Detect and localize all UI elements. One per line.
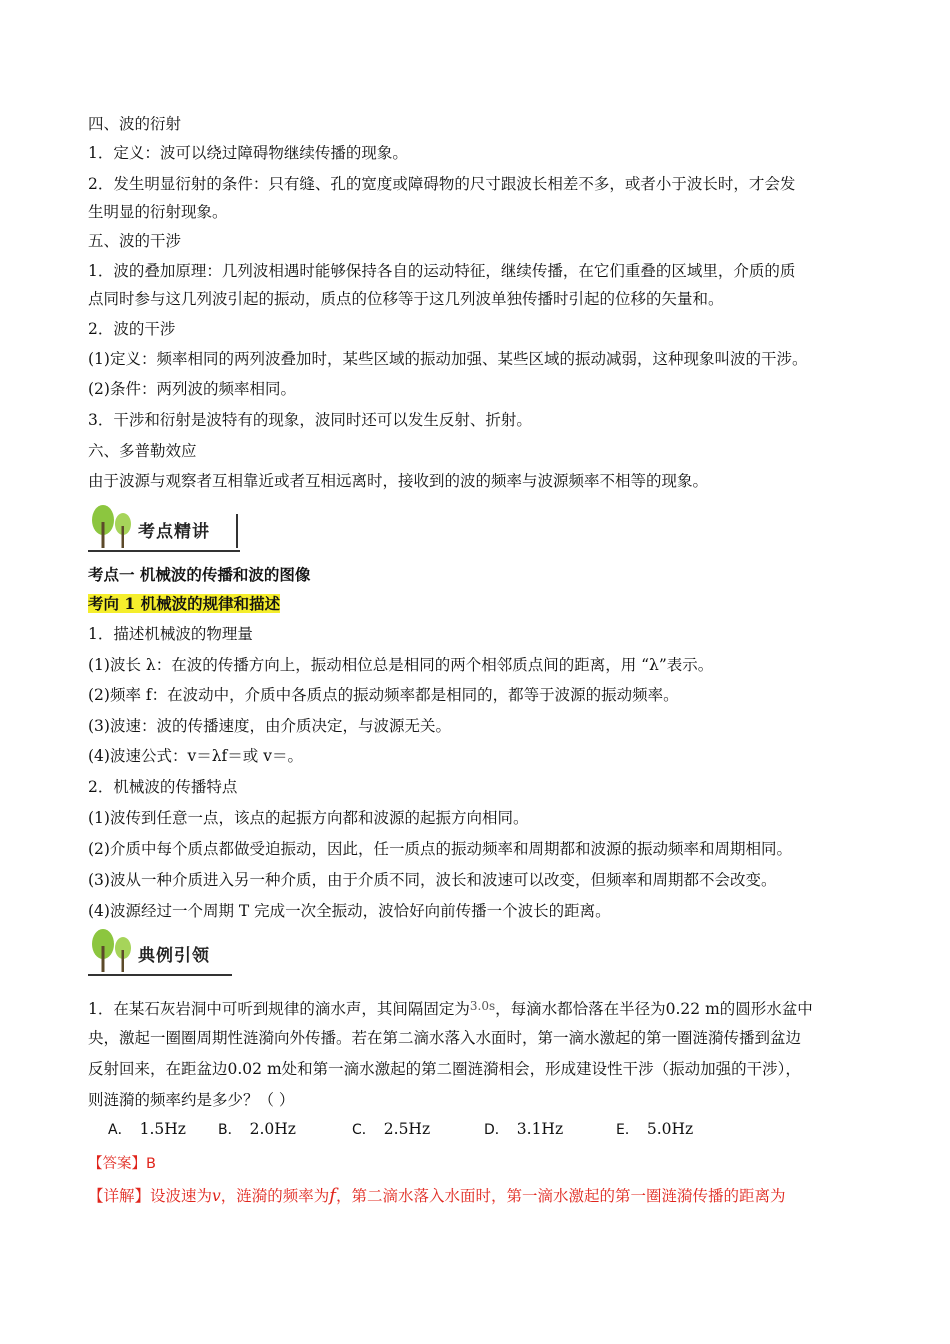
option-value: 2.0Hz — [249, 1120, 296, 1138]
section5-line1a: 1．波的叠加原理：几列波相遇时能够保持各自的运动特征，继续传播，在它们重叠的区域里，介质的质 — [88, 262, 796, 280]
section5-line2: 2．波的干涉 — [88, 320, 176, 338]
option-e[interactable] — [616, 1118, 693, 1141]
option-letter: C． — [352, 1122, 376, 1138]
question-text: ，每滴水都恰落在半径为 — [495, 1000, 666, 1018]
section4-line1: 1．定义：波可以绕过障碍物继续传播的现象。 — [88, 144, 408, 162]
question-line3 — [88, 1058, 801, 1080]
detail-var-f: f — [329, 1185, 336, 1206]
topic-a3: (2)频率 f：在波动中，介质中各质点的振动频率都是相同的，都等于波源的振动频率。 — [88, 686, 679, 704]
section6-line1: 由于波源与观察者互相靠近或者互相远离时，接收到的波的频率与波源频率不相等的现象。 — [88, 472, 709, 490]
option-letter: B． — [218, 1122, 242, 1138]
topic-subheading: 考向 1 机械波的规律和描述 — [88, 594, 281, 613]
badge-underline — [88, 550, 240, 552]
examples-badge — [88, 928, 248, 976]
topic-subheading-row — [88, 593, 280, 615]
section5-line5: 3．干涉和衍射是波特有的现象，波同时还可以发生反射、折射。 — [88, 411, 532, 429]
option-value: 1.5Hz — [139, 1120, 186, 1138]
examples-title: 典例引领 — [138, 946, 210, 966]
topic-b2: (1)波传到任意一点，该点的起振方向都和波源的起振方向相同。 — [88, 809, 529, 827]
detail-text: ，第二滴水落入水面时，第一滴水激起的第一圈涟漪传播的距离为 — [335, 1187, 786, 1205]
badge-underline — [88, 974, 232, 976]
question-text: 处和第一滴水激起的第二圈涟漪相会，形成建设性干涉（振动加强的干涉）， — [281, 1060, 801, 1078]
distance-value: 0.02 m — [227, 1060, 282, 1078]
question-line4: 则涟漪的频率约是多少？（ ） — [88, 1091, 295, 1109]
section4-line2b: 生明显的衍射现象。 — [88, 203, 228, 221]
question-text: 反射回来，在距盆边 — [88, 1060, 228, 1078]
topic-b5: (4)波源经过一个周期 T 完成一次全振动，波恰好向前传播一个波长的距离。 — [88, 902, 611, 920]
question-text: 的圆形水盆中 — [719, 1000, 813, 1018]
topic-a5: (4)波速公式：v＝λf＝或 v＝。 — [88, 747, 303, 765]
question-text: 1．在某石灰岩洞中可听到规律的滴水声，其间隔固定为 — [88, 1000, 470, 1018]
topic-heading: 考点一 机械波的传播和波的图像 — [88, 565, 311, 584]
detail-text: 【详解】设波速为 — [88, 1187, 213, 1205]
detail-text: ，涟漪的频率为 — [220, 1187, 330, 1205]
radius-value: 0.22 m — [665, 1000, 720, 1018]
option-b[interactable] — [218, 1118, 296, 1141]
section6-heading: 六、多普勒效应 — [88, 442, 197, 460]
option-d[interactable] — [484, 1118, 563, 1141]
answer-line: 【答案】B — [88, 1156, 156, 1172]
topic-a1: 1．描述机械波的物理量 — [88, 625, 253, 643]
topic-b1: 2．机械波的传播特点 — [88, 778, 238, 796]
option-a[interactable] — [108, 1118, 186, 1141]
badge-bar — [236, 514, 238, 548]
section4-line2a: 2．发生明显衍射的条件：只有缝、孔的宽度或障碍物的尺寸跟波长相差不多，或者小于波长时，才会发 — [88, 175, 796, 193]
section5-line3: (1)定义：频率相同的两列波叠加时，某些区域的振动加强、某些区域的振动减弱，这种现象叫波的干涉。 — [88, 350, 808, 368]
topic-b4: (3)波从一种介质进入另一种介质，由于介质不同，波长和波速可以改变，但频率和周期都不会改变。 — [88, 871, 777, 889]
key-points-badge — [88, 504, 248, 552]
question-line2: 央，激起一圈圈周期性涟漪向外传播。若在第二滴水落入水面时，第一滴水激起的第一圈涟漪传播到盆边 — [88, 1029, 802, 1047]
option-value: 5.0Hz — [646, 1120, 694, 1138]
topic-b3: (2)介质中每个质点都做受迫振动，因此，任一质点的振动频率和周期都和波源的振动频率和周期相同。 — [88, 840, 792, 858]
section5-line4: (2)条件：两列波的频率相同。 — [88, 380, 296, 398]
section5-line1b: 点同时参与这几列波引起的振动，质点的位移等于这几列波单独传播时引起的位移的矢量和。 — [88, 290, 724, 308]
topic-a2: (1)波长 λ：在波的传播方向上，振动相位总是相同的两个相邻质点间的距离，用 “λ”表示。 — [88, 656, 714, 674]
option-c[interactable] — [352, 1118, 430, 1141]
detail-line — [88, 1185, 785, 1207]
option-value: 3.1Hz — [516, 1120, 564, 1138]
option-letter: A． — [108, 1122, 132, 1138]
key-points-title: 考点精讲 — [138, 522, 210, 542]
option-letter: D． — [484, 1122, 509, 1138]
option-letter: E． — [616, 1122, 639, 1138]
tree-icon — [88, 504, 136, 550]
detail-var-v: v — [212, 1187, 221, 1205]
section5-heading: 五、波的干涉 — [88, 232, 182, 250]
interval-value: 3.0s — [469, 999, 496, 1013]
topic-a4: (3)波速：波的传播速度，由介质决定，与波源无关。 — [88, 717, 451, 735]
option-value: 2.5Hz — [383, 1120, 431, 1138]
tree-icon — [88, 928, 136, 974]
section4-heading: 四、波的衍射 — [88, 115, 182, 133]
question-line1 — [88, 995, 813, 1020]
